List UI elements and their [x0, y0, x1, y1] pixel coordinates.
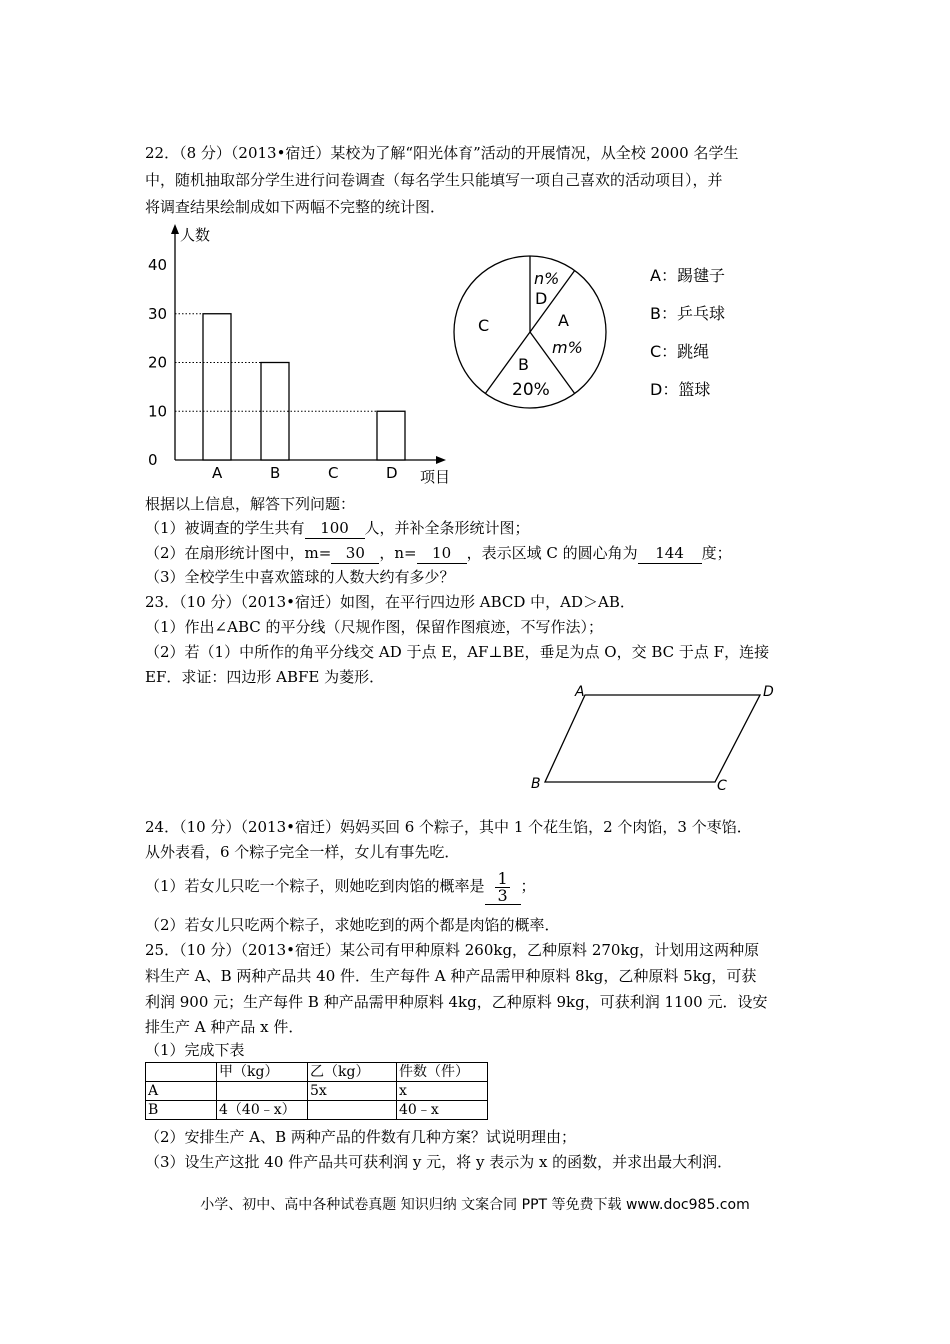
- x-axis-arrow: [436, 456, 446, 464]
- q25-line2: 料生产 A、B 两种产品共 40 件．生产每件 A 种产品需甲种原料 8kg，乙种原料 5kg，可获: [145, 967, 757, 985]
- q22-p2-mid: ，n=: [379, 544, 417, 562]
- q22-line3: 将调查结果绘制成如下两幅不完整的统计图．: [145, 198, 446, 216]
- table-cell: A: [146, 1082, 217, 1101]
- pie-slice-text: n%: [534, 269, 560, 288]
- y-tick-label: 10: [148, 402, 168, 421]
- q23-line3: （2）若（1）中所作的角平分线交 AD 于点 E，AF⊥BE，垂足为点 O，交 BC 于点 F，连接: [145, 643, 770, 661]
- pie-slice-text: 20%: [512, 380, 550, 400]
- vertex-c-label: C: [717, 778, 727, 794]
- x-tick-label: B: [270, 464, 281, 482]
- y-tick-label: 0: [148, 451, 158, 469]
- q22-part2: [145, 543, 732, 564]
- q22-p1-answer: 100: [305, 518, 365, 539]
- legend-item-a: A：踢毽子: [650, 266, 725, 285]
- q25-line4: 排生产 A 种产品 x 件．: [145, 1018, 304, 1036]
- q24-line1: 24．（10 分）（2013•宿迁）妈妈买回 6 个粽子，其中 1 个花生馅，2 个肉馅，3 个枣馅．: [145, 818, 752, 836]
- q24-p1-post: ；: [520, 877, 536, 895]
- table-cell: [217, 1082, 308, 1101]
- table-header-cell: [146, 1063, 217, 1082]
- q25-line1: 25．（10 分）（2013•宿迁）某公司有甲种原料 260kg，乙种原料 270kg，计划用这两种原: [145, 941, 760, 959]
- parallelogram-abcd: [545, 695, 760, 782]
- q22-p1-post: 人，并补全条形统计图；: [364, 519, 530, 537]
- pie-slice-text: m%: [552, 338, 583, 357]
- table-cell: x: [397, 1082, 488, 1101]
- q23-line4: EF．求证：四边形 ABFE 为菱形．: [145, 668, 385, 686]
- q22-p2-n: 10: [417, 543, 467, 564]
- legend-item-c: C：跳绳: [650, 342, 710, 361]
- q25-part1: （1）完成下表: [145, 1041, 245, 1059]
- y-axis-label: 人数: [180, 226, 211, 244]
- q22-p2-post: 度；: [701, 544, 732, 562]
- legend-item-d: D：篮球: [650, 380, 711, 399]
- bar-d: [377, 411, 405, 460]
- table-header-row: [146, 1063, 488, 1082]
- q24-part1: [145, 868, 536, 904]
- table-row: [146, 1082, 488, 1101]
- table-cell: 4（40﹣x）: [217, 1101, 308, 1120]
- pie-slice-label: A: [558, 311, 569, 330]
- vertex-b-label: B: [531, 776, 541, 792]
- fraction-denominator: 3: [497, 885, 508, 905]
- q22-intro: 根据以上信息，解答下列问题：: [145, 495, 356, 513]
- x-tick-label: D: [386, 464, 398, 482]
- q22-p2-m: 30: [331, 543, 379, 564]
- pie-chart: [450, 250, 620, 415]
- pie-legend: [650, 257, 725, 409]
- x-tick-label: C: [328, 464, 339, 482]
- y-tick-label: 40: [148, 256, 168, 274]
- fraction-numerator: 1: [497, 868, 508, 888]
- q24-p1-pre: （1）若女儿只吃一个粽子，则她吃到肉馅的概率是: [145, 877, 485, 895]
- y-axis-arrow: [171, 224, 179, 234]
- q25-line3: 利润 900 元；生产每件 B 种产品需甲种原料 4kg，乙种原料 9kg，可获利润 1100 元．设安: [145, 993, 768, 1011]
- q25-part3: （3）设生产这批 40 件产品共可获利润 y 元，将 y 表示为 x 的函数，并求出最大利润．: [145, 1153, 733, 1171]
- x-tick-label: A: [212, 464, 223, 482]
- parallelogram-figure: [525, 680, 785, 795]
- bar-a: [203, 314, 231, 460]
- q24-line2: 从外表看，6 个粽子完全一样，女儿有事先吃．: [145, 843, 460, 861]
- legend-item-b: B：乒乓球: [650, 304, 725, 323]
- pie-slice-label: D: [535, 289, 548, 308]
- materials-table: [145, 1062, 488, 1120]
- table-header-cell: 乙（kg）: [308, 1063, 397, 1082]
- y-tick-label: 30: [148, 304, 168, 323]
- q22-line2: 中，随机抽取部分学生进行问卷调查（每名学生只能填写一项自己喜欢的活动项目），并: [145, 171, 723, 189]
- q24-p1-answer: [485, 869, 521, 905]
- table-cell: B: [146, 1101, 217, 1120]
- q22-p2-pre: （2）在扇形统计图中，m=: [145, 544, 332, 562]
- q23-line2: （1）作出∠ABC 的平分线（尺规作图，保留作图痕迹，不写作法）；: [145, 618, 603, 636]
- pie-slice-label: B: [518, 355, 529, 374]
- q22-p2-mid2: ，表示区域 C 的圆心角为: [466, 544, 638, 562]
- table-row: [146, 1101, 488, 1120]
- table-cell: 5x: [308, 1082, 397, 1101]
- table-cell: 40﹣x: [397, 1101, 488, 1120]
- table-header-cell: 件数（件）: [397, 1063, 488, 1082]
- table-cell: [308, 1101, 397, 1120]
- q22-p1-pre: （1）被调查的学生共有: [145, 519, 305, 537]
- x-axis-label: 项目: [420, 468, 451, 486]
- q22-p2-deg: 144: [638, 543, 702, 564]
- q22-part1: [145, 518, 530, 539]
- vertex-a-label: A: [575, 684, 585, 700]
- q24-part2: （2）若女儿只吃两个粽子，求她吃到的两个都是肉馅的概率．: [145, 916, 560, 934]
- q25-part2: （2）安排生产 A、B 两种产品的件数有几种方案？试说明理由；: [145, 1128, 576, 1146]
- pie-slice-label: C: [478, 316, 490, 335]
- y-tick-label: 20: [148, 353, 168, 372]
- q22-part3: （3）全校学生中喜欢篮球的人数大约有多少？: [145, 568, 455, 586]
- q23-line1: 23．（10 分）（2013•宿迁）如图，在平行四边形 ABCD 中，AD＞AB．: [145, 593, 635, 611]
- fraction: [495, 868, 509, 905]
- q22-line1: 22．（8 分）（2013•宿迁）某校为了解“阳光体育”活动的开展情况，从全校 2000 名学生: [145, 144, 739, 162]
- page-footer: 小学、初中、高中各种试卷真题 知识归纳 文案合同 PPT 等免费下载 www.doc985.com: [200, 1197, 750, 1213]
- bar-chart: [140, 220, 460, 490]
- table-header-cell: 甲（kg）: [217, 1063, 308, 1082]
- vertex-d-label: D: [763, 684, 774, 700]
